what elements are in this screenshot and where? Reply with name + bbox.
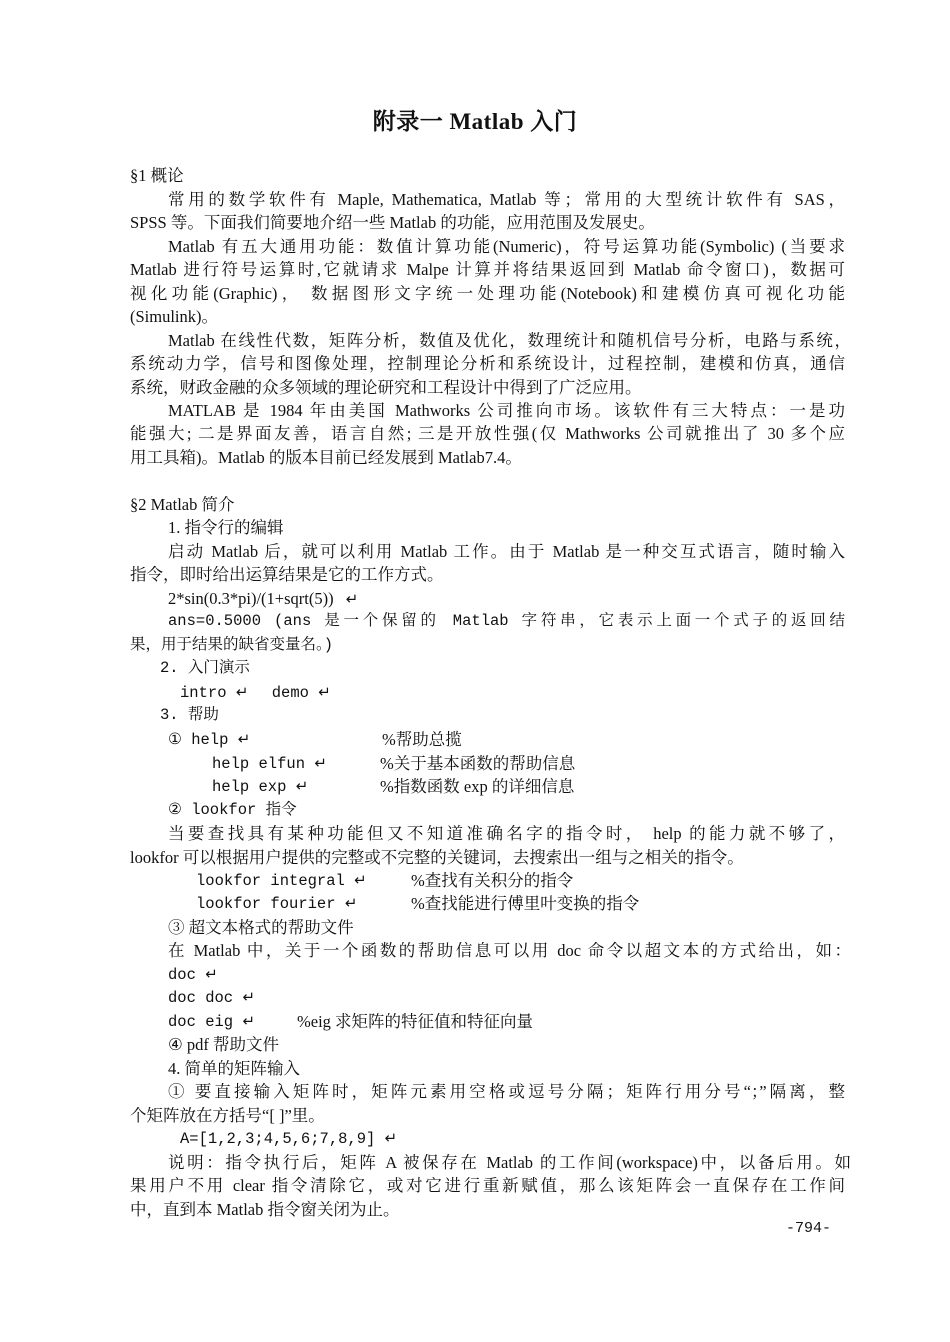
enter-key-icon: ↵ bbox=[354, 871, 367, 889]
paragraph-line: 常用的数学软件有 Maple, Mathematica, Matlab 等；常用的大型统计软件有 SAS， bbox=[168, 190, 845, 209]
enter-key-icon: ↵ bbox=[345, 590, 359, 608]
command-text: demo bbox=[271, 684, 309, 702]
help-row bbox=[168, 1010, 255, 1034]
command-text: A=[1,2,3;4,5,6;7,8,9] bbox=[180, 1130, 376, 1148]
help-row bbox=[168, 963, 218, 987]
enter-key-icon: ↵ bbox=[384, 1129, 398, 1147]
paragraph-line: 个矩阵放在方括号“[ ]”里。 bbox=[130, 1106, 325, 1125]
help-row bbox=[196, 892, 357, 916]
help-row bbox=[212, 752, 327, 776]
help-command: lookfor fourier bbox=[196, 895, 336, 913]
list-item-heading: 3. 帮助 bbox=[160, 706, 219, 724]
paragraph-line: 系统动力学，信号和图像处理，控制理论分析和系统设计，过程控制，建模和仿真，通信 bbox=[130, 354, 845, 373]
command-line bbox=[180, 1127, 397, 1151]
paragraph-line: 当要查找具有某种功能但又不知道准确名字的指令时， help 的能力就不够了， bbox=[168, 824, 845, 843]
paragraph-line: 能强大; 二是界面友善，语言自然; 三是开放性强(仅 Mathworks 公司就推出了 30 多个应 bbox=[130, 424, 845, 443]
enter-key-icon: ↵ bbox=[344, 894, 358, 912]
help-command: help exp bbox=[212, 778, 287, 796]
paragraph-line: ① 要直接输入矩阵时，矩阵元素用空格或逗号分隔；矩阵行用分号“；”隔离，整 bbox=[168, 1082, 845, 1101]
help-command: doc eig bbox=[168, 1013, 234, 1031]
paragraph-line: Matlab 在线性代数，矩阵分析，数值及优化，数理统计和随机信号分析，电路与系统， bbox=[168, 331, 851, 350]
answer-line: 果，用于结果的缺省变量名。) bbox=[130, 636, 334, 654]
section-1-heading: §1 概论 bbox=[130, 166, 184, 185]
paragraph-line: lookfor 可以根据用户提供的完整或不完整的关键词，去搜索出一组与之相关的指令。 bbox=[130, 848, 744, 867]
paragraph-line: 启动 Matlab 后，就可以利用 Matlab 工作。由于 Matlab 是一种交互式语言，随时输入 bbox=[168, 542, 845, 561]
help-comment: %关于基本函数的帮助信息 bbox=[380, 754, 576, 773]
enter-key-icon: ↵ bbox=[242, 988, 256, 1006]
enter-key-icon: ↵ bbox=[237, 730, 251, 748]
page-title: 附录一 Matlab 入门 bbox=[372, 109, 578, 134]
enter-key-icon: ↵ bbox=[242, 1012, 256, 1030]
enter-key-icon: ↵ bbox=[295, 777, 309, 795]
page-number: -794- bbox=[786, 1220, 832, 1237]
help-row bbox=[168, 986, 255, 1010]
help-row bbox=[212, 775, 308, 799]
sub-heading: ③ 超文本格式的帮助文件 bbox=[168, 918, 354, 937]
paragraph-line: MATLAB 是 1984 年由美国 Mathworks 公司推向市场。该软件有三大特点：一是功 bbox=[168, 401, 845, 420]
help-command: lookfor integral bbox=[196, 872, 345, 890]
paragraph-line: Matlab 进行符号运算时,它就请求 Malpe 计算并将结果返回到 Matlab 命令窗口)，数据可 bbox=[130, 260, 845, 279]
help-command: doc doc bbox=[168, 989, 234, 1007]
paragraph-line: 果用户不用 clear 指令清除它，或对它进行重新赋值，那么该矩阵会一直保存在工作间 bbox=[130, 1176, 845, 1195]
enter-key-icon: ↵ bbox=[205, 965, 218, 983]
answer-line: ans=0.5000 (ans 是一个保留的 Matlab 字符串，它表示上面一个式子的返回结 bbox=[168, 612, 845, 630]
help-comment: %帮助总揽 bbox=[382, 730, 462, 749]
paragraph-line: SPSS 等。下面我们简要地介绍一些 Matlab 的功能，应用范围及发展史。 bbox=[130, 213, 655, 232]
sub-heading: ② lookfor 指令 bbox=[168, 801, 297, 819]
command-text: 2*sin(0.3*pi)/(1+sqrt(5)) bbox=[168, 589, 334, 608]
paragraph-line: 在 Matlab 中，关于一个函数的帮助信息可以用 doc 命令以超文本的方式给出，如： bbox=[168, 941, 851, 960]
help-comment: %eig 求矩阵的特征值和特征向量 bbox=[297, 1012, 534, 1031]
list-item-heading: 2. 入门演示 bbox=[160, 659, 250, 677]
help-comment: %查找能进行傅里叶变换的指令 bbox=[411, 894, 640, 913]
enter-key-icon: ↵ bbox=[314, 754, 327, 772]
paragraph-line: 指令，即时给出运算结果是它的工作方式。 bbox=[130, 565, 444, 584]
list-item-heading: 4. 简单的矩阵输入 bbox=[168, 1059, 300, 1078]
help-comment: %查找有关积分的指令 bbox=[411, 871, 574, 890]
enter-key-icon: ↵ bbox=[318, 683, 331, 701]
help-command: doc bbox=[168, 966, 196, 984]
paragraph-line: 系统，财政金融的众多领域的理论研究和工程设计中得到了广泛应用。 bbox=[130, 378, 642, 397]
enter-key-icon: ↵ bbox=[235, 683, 249, 701]
paragraph-line: 用工具箱)。Matlab 的版本目前已经发展到 Matlab7.4。 bbox=[130, 448, 522, 467]
help-comment: %指数函数 exp 的详细信息 bbox=[380, 777, 575, 796]
help-command: ① help bbox=[168, 731, 229, 749]
paragraph-line: 说明：指令执行后，矩阵 A 被保存在 Matlab 的工作间(workspace)中，以备后用。如 bbox=[168, 1153, 851, 1172]
command-line bbox=[180, 681, 331, 705]
section-2-heading: §2 Matlab 简介 bbox=[130, 495, 235, 514]
help-command: help elfun bbox=[212, 755, 306, 773]
sub-heading: ④ pdf 帮助文件 bbox=[168, 1035, 280, 1054]
paragraph-line: 中，直到本 Matlab 指令窗关闭为止。 bbox=[130, 1200, 400, 1219]
command-text: intro bbox=[180, 684, 227, 702]
paragraph-line: Matlab 有五大通用功能：数值计算功能(Numeric)，符号运算功能(Symbolic) (当要求 bbox=[168, 237, 845, 256]
command-line bbox=[168, 587, 358, 611]
help-row bbox=[196, 869, 367, 893]
list-item-heading: 1. 指令行的编辑 bbox=[168, 518, 284, 537]
paragraph-line: 视化功能(Graphic)， 数据图形文字统一处理功能(Notebook)和建模仿真可视化功能 bbox=[130, 284, 845, 303]
paragraph-line: (Simulink)。 bbox=[130, 307, 219, 326]
